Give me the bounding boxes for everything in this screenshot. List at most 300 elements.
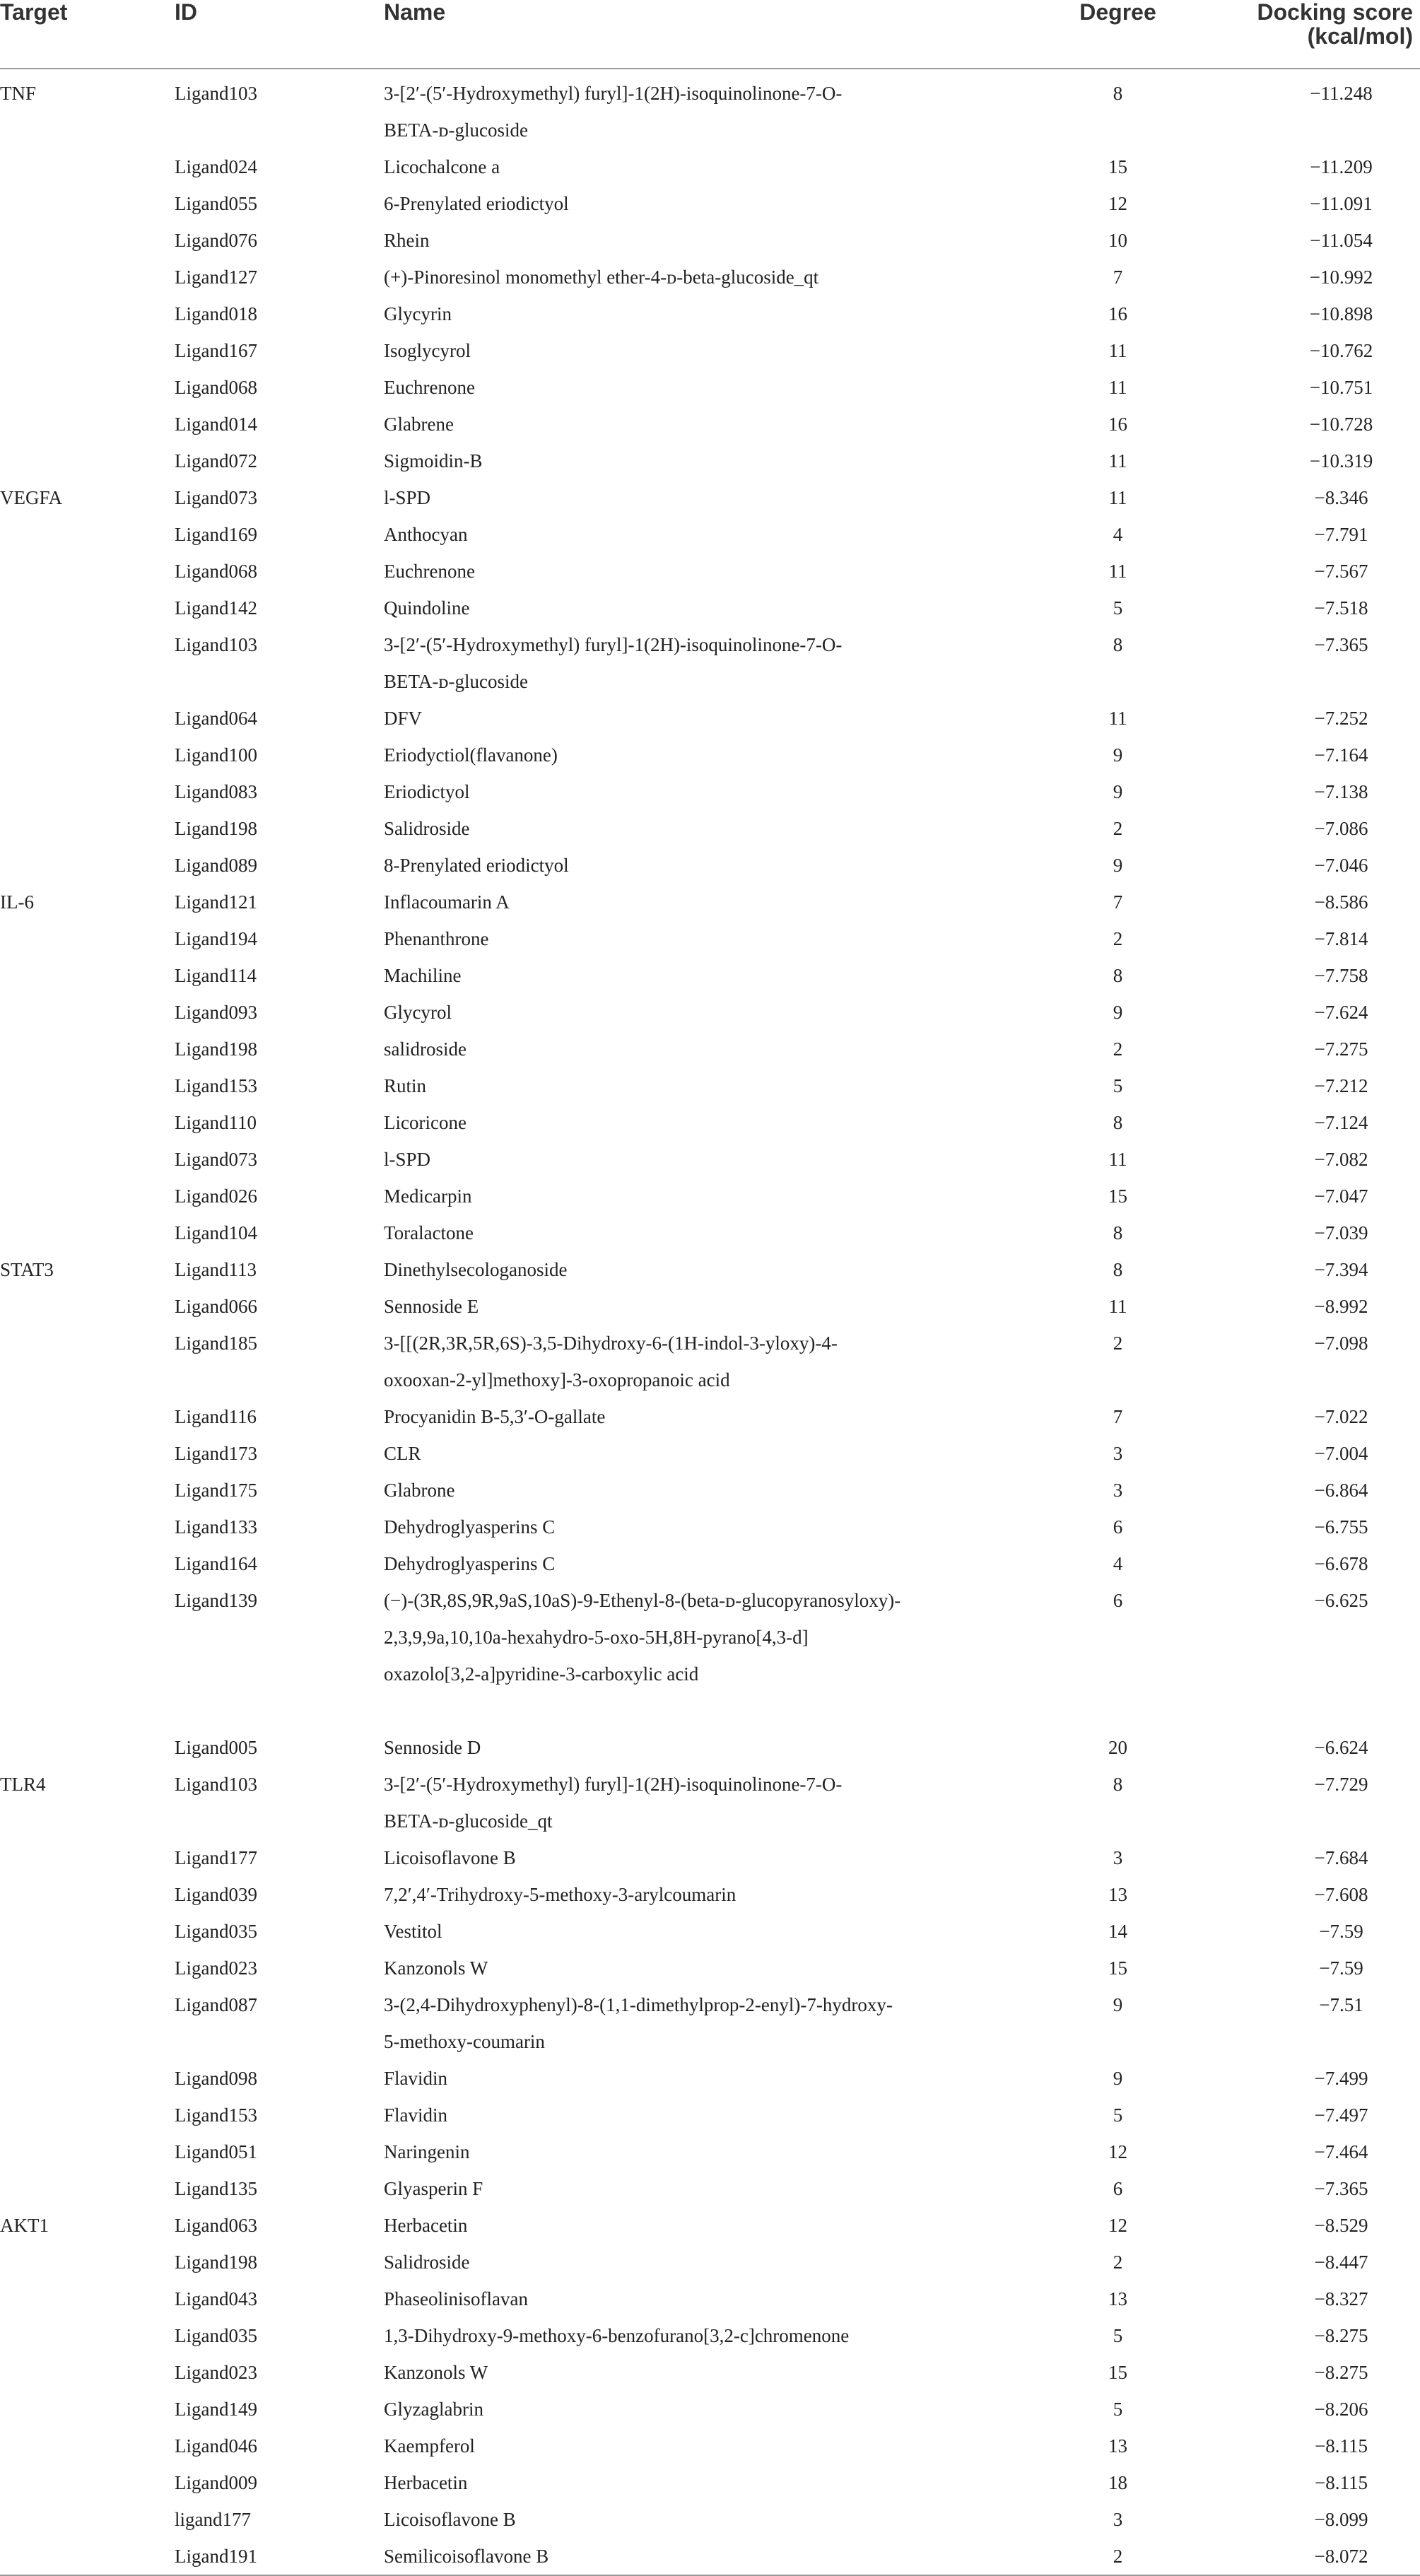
table-row [0, 1545, 1420, 1582]
docking-score-cell: −6.755 [1314, 1516, 1368, 1538]
degree-cell: 5 [1113, 2399, 1123, 2420]
ligand-id-cell: Ligand018 [175, 303, 257, 324]
table-row [0, 773, 1420, 810]
docking-score-cell: −7.252 [1314, 708, 1368, 729]
degree-cell: 15 [1108, 156, 1127, 177]
compound-name-line: CLR [384, 1443, 421, 1464]
compound-name-line: Kanzonols W [384, 1957, 488, 1979]
ligand-id-cell: Ligand185 [175, 1333, 257, 1354]
compound-name-cell [384, 369, 1030, 406]
ligand-id-cell: Ligand073 [175, 1149, 257, 1170]
ligand-id-cell: Ligand014 [175, 414, 257, 435]
degree-cell: 6 [1113, 1516, 1123, 1538]
ligand-id-cell: Ligand098 [175, 2068, 257, 2089]
compound-name-line: 3-[[(2R,3R,5R,6S)-3,5-Dihydroxy-6-(1H-indol-3-yloxy)-4- [384, 1333, 838, 1354]
compound-name-line: 3-[2′-(5′-Hydroxymethyl) furyl]-1(2H)-isoquinolinone-7-O- [384, 1774, 843, 1795]
target-cell [0, 1031, 175, 1067]
degree-cell: 2 [1113, 2252, 1123, 2273]
compound-name-cell [384, 1986, 1030, 2060]
compound-name-cell [384, 69, 1030, 148]
target-cell [0, 1067, 175, 1104]
table-row [0, 1325, 1420, 1398]
compound-name-line: Rhein [384, 230, 430, 251]
docking-score-cell: −7.212 [1314, 1075, 1368, 1096]
target-cell [0, 2133, 175, 2170]
header-id: ID [175, 0, 384, 69]
table-row [0, 1472, 1420, 1509]
degree-cell: 6 [1113, 1590, 1123, 1611]
target-cell [0, 516, 175, 553]
compound-name-line: 2,3,9,9a,10,10a-hexahydro-5-oxo-5H,8H-pyrano[4,3-d] [384, 1627, 809, 1648]
table-row [0, 1766, 1420, 1839]
target-cell [0, 1729, 175, 1766]
ligand-id-cell: Ligand068 [175, 377, 257, 398]
table-row [0, 2133, 1420, 2170]
degree-cell: 2 [1113, 1038, 1123, 1060]
docking-score-cell: −7.791 [1314, 524, 1368, 545]
compound-name-cell [384, 148, 1030, 185]
ligand-id-cell: Ligand064 [175, 708, 257, 729]
target-cell [0, 1839, 175, 1876]
docking-score-cell: −7.814 [1314, 928, 1368, 949]
target-cell [0, 2170, 175, 2207]
compound-name-cell [384, 994, 1030, 1031]
compound-name-cell [384, 1545, 1030, 1582]
degree-cell: 2 [1113, 818, 1123, 839]
degree-cell: 11 [1108, 1149, 1127, 1170]
compound-name-line: (−)-(3R,8S,9R,9aS,10aS)-9-Ethenyl-8-(beta-ᴅ-glucopyranosyloxy)- [384, 1590, 901, 1611]
compound-name-line: l-SPD [384, 1149, 431, 1170]
docking-score-cell: −7.729 [1314, 1774, 1368, 1795]
degree-cell: 2 [1030, 2538, 1206, 2575]
compound-name-cell [384, 1141, 1030, 1178]
target-cell: VEGFA [0, 487, 63, 508]
degree-cell: 9 [1113, 1994, 1123, 2015]
table-header [0, 0, 1420, 69]
docking-score-cell: −7.758 [1314, 965, 1368, 986]
target-cell [0, 994, 175, 1031]
ligand-id-cell: Ligand093 [175, 1002, 257, 1023]
compound-name-line: 3-(2,4-Dihydroxyphenyl)-8-(1,1-dimethylprop-2-enyl)-7-hydroxy- [384, 1994, 893, 2015]
compound-name-cell [384, 810, 1030, 847]
compound-name-line: Vestitol [384, 1921, 442, 1942]
docking-score-cell: −6.864 [1314, 1480, 1368, 1501]
table-row [0, 295, 1420, 332]
ligand-id-cell: Ligand116 [175, 1406, 257, 1427]
docking-score-cell: −6.625 [1314, 1590, 1368, 1611]
degree-cell: 2 [1113, 1333, 1123, 1354]
compound-name-line: Toralactone [384, 1222, 474, 1243]
degree-cell: 7 [1113, 267, 1123, 288]
compound-name-line: oxooxan-2-yl]methoxy]-3-oxopropanoic acid [384, 1369, 730, 1391]
ligand-id-cell: Ligand167 [175, 340, 257, 361]
target-cell [0, 2354, 175, 2391]
compound-name-line: Salidroside [384, 2252, 470, 2273]
compound-name-line: Flavidin [384, 2104, 448, 2126]
degree-cell: 12 [1108, 2215, 1127, 2236]
compound-name-line: Glyzaglabrin [384, 2399, 483, 2420]
docking-score-cell: −6.624 [1314, 1737, 1368, 1758]
table-row [0, 553, 1420, 590]
header-target: Target [0, 0, 175, 69]
compound-name-cell [384, 185, 1030, 222]
compound-name-line: Flavidin [384, 2068, 448, 2089]
target-cell: IL-6 [0, 891, 34, 913]
ligand-id-cell: Ligand103 [175, 83, 257, 104]
table-row [0, 369, 1420, 406]
table-row [0, 1288, 1420, 1325]
target-cell [0, 1986, 175, 2060]
degree-cell: 8 [1113, 965, 1123, 986]
degree-cell: 7 [1113, 891, 1123, 913]
degree-cell: 5 [1113, 2325, 1123, 2346]
docking-score-cell: −7.499 [1314, 2068, 1368, 2089]
target-cell [0, 1950, 175, 1986]
ligand-id-cell: Ligand087 [175, 1994, 257, 2015]
compound-name-cell [384, 332, 1030, 369]
compound-name-line: Quindoline [384, 597, 470, 619]
ligand-id-cell: Ligand023 [175, 2362, 257, 2383]
compound-name-line: l-SPD [384, 487, 431, 508]
docking-score-cell: −7.082 [1314, 1149, 1368, 1170]
degree-cell: 3 [1113, 1480, 1123, 1501]
table-row [0, 1435, 1420, 1472]
docking-score-cell: −11.248 [1310, 83, 1373, 104]
compound-name-line: BETA-ᴅ-glucoside [384, 119, 528, 141]
table-row [0, 1839, 1420, 1876]
degree-cell: 8 [1113, 1222, 1123, 1243]
target-cell [0, 185, 175, 222]
ligand-id-cell: Ligand083 [175, 781, 257, 802]
compound-name-cell [384, 1950, 1030, 1986]
table-row [0, 2207, 1420, 2244]
table-row [0, 516, 1420, 553]
docking-score-cell: −8.447 [1314, 2252, 1368, 2273]
docking-score-cell: −8.115 [1315, 2472, 1368, 2493]
compound-name-line: Phaseolinisoflavan [384, 2288, 528, 2309]
compound-name-line: Isoglycyrol [384, 340, 471, 361]
table-row [0, 1141, 1420, 1178]
compound-name-line: BETA-ᴅ-glucoside_qt [384, 1810, 553, 1832]
ligand-id-cell: Ligand164 [175, 1553, 257, 1574]
ligand-id-cell: Ligand177 [175, 1847, 257, 1868]
target-cell [0, 1398, 175, 1435]
ligand-id-cell: Ligand009 [175, 2472, 257, 2493]
compound-name-line: Procyanidin B-5,3′-O-gallate [384, 1406, 606, 1427]
docking-score-cell: −8.206 [1314, 2399, 1368, 2420]
compound-name-line: Glycyrol [384, 1002, 452, 1023]
compound-name-line: Sennoside D [384, 1737, 481, 1758]
target-cell [0, 1582, 175, 1729]
degree-cell: 11 [1108, 561, 1127, 582]
degree-cell: 16 [1108, 303, 1127, 324]
compound-name-cell [384, 479, 1030, 516]
table-row [0, 1986, 1420, 2060]
target-cell [0, 553, 175, 590]
compound-name-cell [384, 2133, 1030, 2170]
target-cell [0, 2244, 175, 2281]
compound-name-cell [384, 847, 1030, 884]
ligand-id-cell: Ligand046 [175, 2435, 257, 2457]
target-cell [0, 1913, 175, 1950]
ligand-id-cell: Ligand153 [175, 2104, 257, 2126]
target-cell [0, 2538, 175, 2575]
compound-name-line: Rutin [384, 1075, 427, 1096]
docking-score-cell: −8.099 [1314, 2509, 1368, 2530]
compound-name-cell [384, 1435, 1030, 1472]
compound-name-line: oxazolo[3,2-a]pyridine-3-carboxylic acid [384, 1663, 699, 1685]
target-cell [0, 920, 175, 957]
table-row [0, 2501, 1420, 2538]
table-body [0, 69, 1420, 2575]
compound-name-cell [384, 1214, 1030, 1251]
degree-cell: 15 [1108, 1957, 1127, 1979]
degree-cell: 13 [1108, 1884, 1127, 1905]
degree-cell: 12 [1108, 2141, 1127, 2162]
compound-name-cell [384, 1288, 1030, 1325]
ligand-id-cell: Ligand100 [175, 744, 257, 766]
docking-score-cell: −7.365 [1314, 634, 1368, 655]
compound-name-line: Glabrene [384, 414, 454, 435]
compound-name-cell [384, 259, 1030, 295]
compound-name-line: 3-[2′-(5′-Hydroxymethyl) furyl]-1(2H)-isoquinolinone-7-O- [384, 83, 843, 104]
table-row [0, 884, 1420, 920]
target-cell [0, 1141, 175, 1178]
ligand-id-cell: Ligand175 [175, 1480, 257, 1501]
compound-name-cell [384, 2317, 1030, 2354]
compound-name-line: Euchrenone [384, 561, 475, 582]
compound-name-line: salidroside [384, 1038, 467, 1060]
docking-score-cell: −7.275 [1314, 1038, 1368, 1060]
compound-name-cell [384, 1398, 1030, 1435]
compound-name-line: Licochalcone a [384, 156, 500, 177]
docking-score-cell: −8.275 [1314, 2325, 1368, 2346]
target-cell [0, 737, 175, 773]
degree-cell: 9 [1113, 744, 1123, 766]
degree-cell: 3 [1113, 2509, 1123, 2530]
compound-name-cell [384, 1178, 1030, 1214]
compound-name-cell [384, 626, 1030, 700]
target-cell [0, 1325, 175, 1398]
docking-score-cell: −8.115 [1315, 2435, 1368, 2457]
compound-name-line: Herbacetin [384, 2472, 468, 2493]
header-degree: Degree [1030, 0, 1206, 69]
docking-score-cell: −7.59 [1319, 1921, 1363, 1942]
compound-name-line: Glycyrin [384, 303, 452, 324]
compound-name-line: Semilicoisoflavone B [384, 2546, 549, 2567]
target-cell [0, 1288, 175, 1325]
compound-name-line: Kanzonols W [384, 2362, 488, 2383]
degree-cell: 2 [1113, 928, 1123, 949]
target-cell: STAT3 [0, 1259, 54, 1280]
ligand-id-cell: Ligand005 [175, 1737, 257, 1758]
degree-cell: 16 [1108, 414, 1127, 435]
compound-name-cell [384, 2097, 1030, 2133]
table-row [0, 148, 1420, 185]
target-cell [0, 1435, 175, 1472]
docking-score-cell: −10.898 [1309, 303, 1373, 324]
ligand-id-cell: Ligand104 [175, 1222, 257, 1243]
table-row [0, 1876, 1420, 1913]
header-docking-score-unit: (kcal/mol) [1307, 23, 1413, 49]
compound-name-cell [384, 2428, 1030, 2464]
compound-name-cell [384, 2354, 1030, 2391]
compound-name-cell [384, 884, 1030, 920]
compound-name-cell [384, 1251, 1030, 1288]
docking-score-cell: −8.327 [1314, 2288, 1368, 2309]
compound-name-line: Salidroside [384, 818, 470, 839]
header-row [0, 0, 1420, 69]
table-row [0, 1509, 1420, 1545]
target-cell [0, 1545, 175, 1582]
degree-cell: 13 [1108, 2435, 1127, 2457]
target-cell [0, 2391, 175, 2428]
ligand-id-cell: Ligand133 [175, 1516, 257, 1538]
degree-cell: 9 [1113, 2068, 1123, 2089]
table-row [0, 2244, 1420, 2281]
degree-cell: 9 [1113, 855, 1123, 876]
table-row [0, 1398, 1420, 1435]
docking-score-cell: −7.086 [1314, 818, 1368, 839]
compound-name-cell [384, 2501, 1030, 2538]
compound-name-cell [384, 2464, 1030, 2501]
target-cell [0, 222, 175, 259]
ligand-id-cell: Ligand121 [175, 891, 257, 913]
compound-name-cell [384, 222, 1030, 259]
ligand-id-cell: Ligand113 [175, 1259, 257, 1280]
compound-name-line: Kaempferol [384, 2435, 475, 2457]
ligand-id-cell: Ligand068 [175, 561, 257, 582]
header-docking-score [1206, 0, 1420, 69]
target-cell [0, 773, 175, 810]
degree-cell: 11 [1108, 340, 1127, 361]
compound-name-line: Inflacoumarin A [384, 891, 510, 913]
degree-cell: 8 [1113, 1774, 1123, 1795]
compound-name-line: Phenanthrone [384, 928, 489, 949]
ligand-id-cell: Ligand076 [175, 230, 257, 251]
degree-cell: 3 [1113, 1847, 1123, 1868]
table-row [0, 1214, 1420, 1251]
docking-score-cell: −7.624 [1314, 1002, 1368, 1023]
degree-cell: 9 [1113, 1002, 1123, 1023]
header-docking-score-line1: Docking score [1257, 0, 1413, 25]
degree-cell: 9 [1113, 781, 1123, 802]
docking-score-cell: −6.678 [1314, 1553, 1368, 1574]
target-cell [0, 590, 175, 626]
docking-score-cell: −7.51 [1319, 1994, 1363, 2015]
ligand-id-cell: Ligand073 [175, 487, 257, 508]
target-cell [0, 2060, 175, 2097]
degree-cell: 4 [1113, 1553, 1123, 1574]
degree-cell: 8 [1113, 83, 1123, 104]
compound-name-line: Herbacetin [384, 2215, 468, 2236]
table-row [0, 737, 1420, 773]
compound-name-cell [384, 957, 1030, 994]
compound-name-line: Glyasperin F [384, 2178, 483, 2199]
docking-score-cell: −7.394 [1314, 1259, 1368, 1280]
table-row [0, 222, 1420, 259]
compound-name-cell [384, 1766, 1030, 1839]
compound-name-cell [384, 516, 1030, 553]
ligand-id-cell: Ligand103 [175, 634, 257, 655]
table-row [0, 994, 1420, 1031]
compound-name-cell [384, 590, 1030, 626]
table-row [0, 2354, 1420, 2391]
table-row [0, 1913, 1420, 1950]
ligand-id-cell: Ligand089 [175, 855, 257, 876]
ligand-id-cell: Ligand063 [175, 2215, 257, 2236]
target-cell [0, 259, 175, 295]
compound-name-line: DFV [384, 708, 423, 729]
compound-name-line: 1,3-Dihydroxy-9-methoxy-6-benzofurano[3,2-c]chromenone [384, 2325, 850, 2346]
ligand-id-cell: Ligand142 [175, 597, 257, 619]
compound-name-cell [384, 1729, 1030, 1766]
compound-name-cell [384, 2170, 1030, 2207]
degree-cell: 15 [1108, 1185, 1127, 1207]
target-cell: AKT1 [0, 2215, 49, 2236]
compound-name-cell [384, 1067, 1030, 1104]
docking-score-cell: −11.091 [1310, 193, 1373, 214]
docking-score-cell: −7.022 [1314, 1406, 1368, 1427]
compound-name-cell [384, 2281, 1030, 2317]
ligand-id-cell: Ligand153 [175, 1075, 257, 1096]
table-row [0, 1067, 1420, 1104]
compound-name-cell [384, 443, 1030, 479]
table-row [0, 406, 1420, 443]
degree-cell: 11 [1108, 450, 1127, 472]
ligand-id-cell: Ligand198 [175, 2252, 257, 2273]
docking-score-cell: −11.209 [1310, 156, 1373, 177]
target-cell [0, 1178, 175, 1214]
compound-name-line: Eriodyctiol(flavanone) [384, 744, 558, 766]
docking-score-cell: −7.039 [1314, 1222, 1368, 1243]
compound-name-cell [384, 2207, 1030, 2244]
target-cell [0, 1876, 175, 1913]
ligand-id-cell: Ligand127 [175, 267, 257, 288]
target-cell [0, 626, 175, 700]
degree-cell: 5 [1113, 1075, 1123, 1096]
compound-name-cell [384, 1325, 1030, 1398]
compound-name-cell [384, 1582, 1030, 1729]
target-cell [0, 295, 175, 332]
table-row [0, 2428, 1420, 2464]
degree-cell: 8 [1113, 634, 1123, 655]
compound-name-cell [384, 737, 1030, 773]
compound-name-line: Eriodictyol [384, 781, 470, 802]
target-cell [0, 1214, 175, 1251]
ligand-id-cell: Ligand110 [175, 1112, 257, 1133]
compound-name-line: Sigmoidin-B [384, 450, 483, 472]
table-row [0, 626, 1420, 700]
ligand-id-cell: Ligand066 [175, 1296, 257, 1317]
ligand-id-cell: ligand177 [175, 2509, 251, 2530]
target-cell [0, 2464, 175, 2501]
docking-score-cell: −10.751 [1309, 377, 1373, 398]
compound-name-line: (+)-Pinoresinol monomethyl ether-4-ᴅ-beta-glucoside_qt [384, 267, 819, 288]
table-row [0, 185, 1420, 222]
ligand-id-cell: Ligand198 [175, 1038, 257, 1060]
compound-name-cell [384, 1509, 1030, 1545]
compound-name-line: Glabrone [384, 1480, 455, 1501]
compound-name-line: Dinethylsecologanoside [384, 1259, 568, 1280]
degree-cell: 7 [1113, 1406, 1123, 1427]
docking-score-cell: −8.275 [1314, 2362, 1368, 2383]
ligand-id-cell: Ligand135 [175, 2178, 257, 2199]
degree-cell: 11 [1108, 377, 1127, 398]
compound-name-line: Medicarpin [384, 1185, 472, 1207]
degree-cell: 5 [1113, 597, 1123, 619]
ligand-id-cell: Ligand198 [175, 818, 257, 839]
